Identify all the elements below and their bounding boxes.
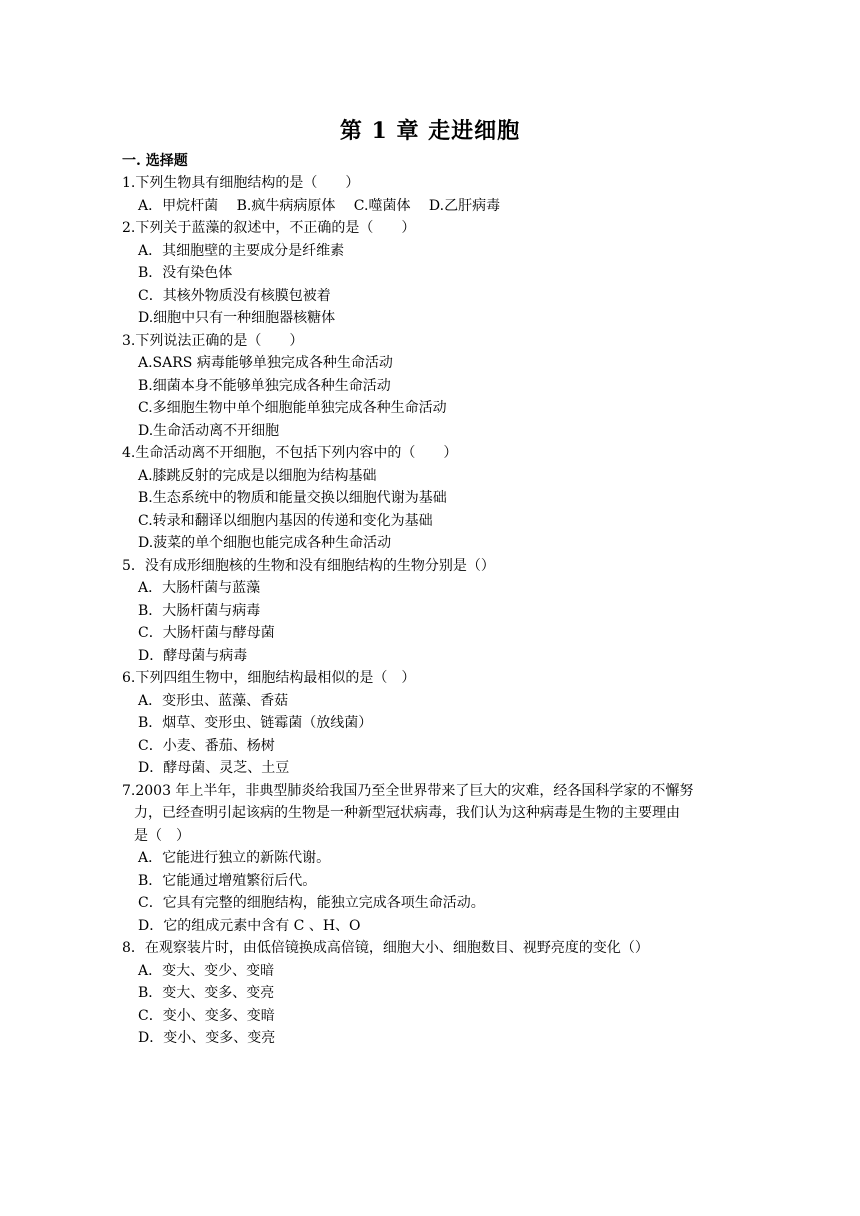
option-b: B．变大、变多、变亮 <box>138 985 275 1001</box>
option-row <box>122 195 742 218</box>
question-5 <box>122 555 742 668</box>
option-a: A.SARS 病毒能够单独完成各种生命活动 <box>138 355 393 371</box>
option-c: C.转录和翻译以细胞内基因的传递和变化为基础 <box>138 512 433 529</box>
question-stem: 3.下列说法正确的是（ ） <box>122 332 304 349</box>
option-a: A．变大、变少、变暗 <box>138 962 275 979</box>
option-d: D.菠菜的单个细胞也能完成各种生命活动 <box>138 535 392 551</box>
option-d: D．酵母菌、灵芝、土豆 <box>138 760 290 776</box>
option-b: B.细菌本身不能够单独完成各种生命活动 <box>138 377 391 394</box>
option-d: D.乙肝病毒 <box>428 197 501 214</box>
option-b: B．烟草、变形虫、链霉菌（放线菌） <box>138 715 373 731</box>
option-c: C.多细胞生物中单个细胞能单独完成各种生命活动 <box>138 400 447 416</box>
question-2 <box>122 217 742 330</box>
option-a: A．大肠杆菌与蓝藻 <box>138 580 261 596</box>
question-stem-line-1: 7.2003 年上半年，非典型肺炎给我国乃至全世界带来了巨大的灾难，经各国科学家的不懈努 <box>122 782 694 799</box>
question-stem: 2.下列关于蓝藻的叙述中，不正确的是（ ） <box>122 220 416 236</box>
question-stem: 8．在观察装片时，由低倍镜换成高倍镜，细胞大小、细胞数目、视野亮度的变化（） <box>122 940 649 956</box>
option-c: C．它具有完整的细胞结构，能独立完成各项生命活动。 <box>138 895 485 911</box>
question-stem-line-2: 力，已经查明引起该病的生物是一种新型冠状病毒，我们认为这种病毒是生物的主要理由 <box>134 805 680 821</box>
option-c: C．其核外物质没有核膜包被着 <box>138 287 331 304</box>
question-6 <box>122 667 742 780</box>
option-c: C．小麦、番茄、杨树 <box>138 737 275 754</box>
question-stem: 6.下列四组生物中，细胞结构最相似的是（ ） <box>122 670 416 686</box>
question-stem-line-3: 是（ ） <box>134 827 190 844</box>
option-d: D．变小、变多、变亮 <box>138 1030 276 1046</box>
question-stem: 1.下列生物具有细胞结构的是（ ） <box>122 175 360 191</box>
question-1 <box>122 172 742 217</box>
option-a: A．它能进行独立的新陈代谢。 <box>138 850 331 866</box>
option-c: C.噬菌体 <box>353 197 411 214</box>
question-4 <box>122 442 742 555</box>
chapter-title: 第 1 章 走进细胞 <box>339 118 521 144</box>
option-c: C．大肠杆菌与酵母菌 <box>138 625 275 641</box>
option-d: D．酵母菌与病毒 <box>138 647 248 664</box>
question-list <box>122 150 742 1050</box>
option-d: D.生命活动离不开细胞 <box>138 422 280 439</box>
option-b: B．它能通过增殖繁衍后代。 <box>138 872 317 889</box>
question-stem: 5．没有成形细胞核的生物和没有细胞结构的生物分别是（） <box>122 557 495 574</box>
option-b: B.生态系统中的物质和能量交换以细胞代谢为基础 <box>138 490 447 506</box>
option-d: D．它的组成元素中含有 C 、H、O <box>138 917 361 934</box>
section-heading: 一. 选择题 <box>122 153 188 169</box>
option-d: D.细胞中只有一种细胞器核糖体 <box>138 310 336 326</box>
option-b: B.疯牛病病原体 <box>236 197 336 214</box>
question-8 <box>122 937 742 1050</box>
question-7 <box>122 780 742 938</box>
option-a: A.膝跳反射的完成是以细胞为结构基础 <box>138 467 377 484</box>
option-a: A．甲烷杆菌 <box>138 197 219 214</box>
option-b: B．没有染色体 <box>138 265 233 281</box>
option-a: A．变形虫、蓝藻、香菇 <box>138 692 289 709</box>
option-a: A．其细胞壁的主要成分是纤维素 <box>138 242 345 259</box>
option-c: C．变小、变多、变暗 <box>138 1007 275 1024</box>
question-3 <box>122 330 742 443</box>
option-b: B．大肠杆菌与病毒 <box>138 602 261 619</box>
question-stem: 4.生命活动离不开细胞，不包括下列内容中的（ ） <box>122 445 458 461</box>
